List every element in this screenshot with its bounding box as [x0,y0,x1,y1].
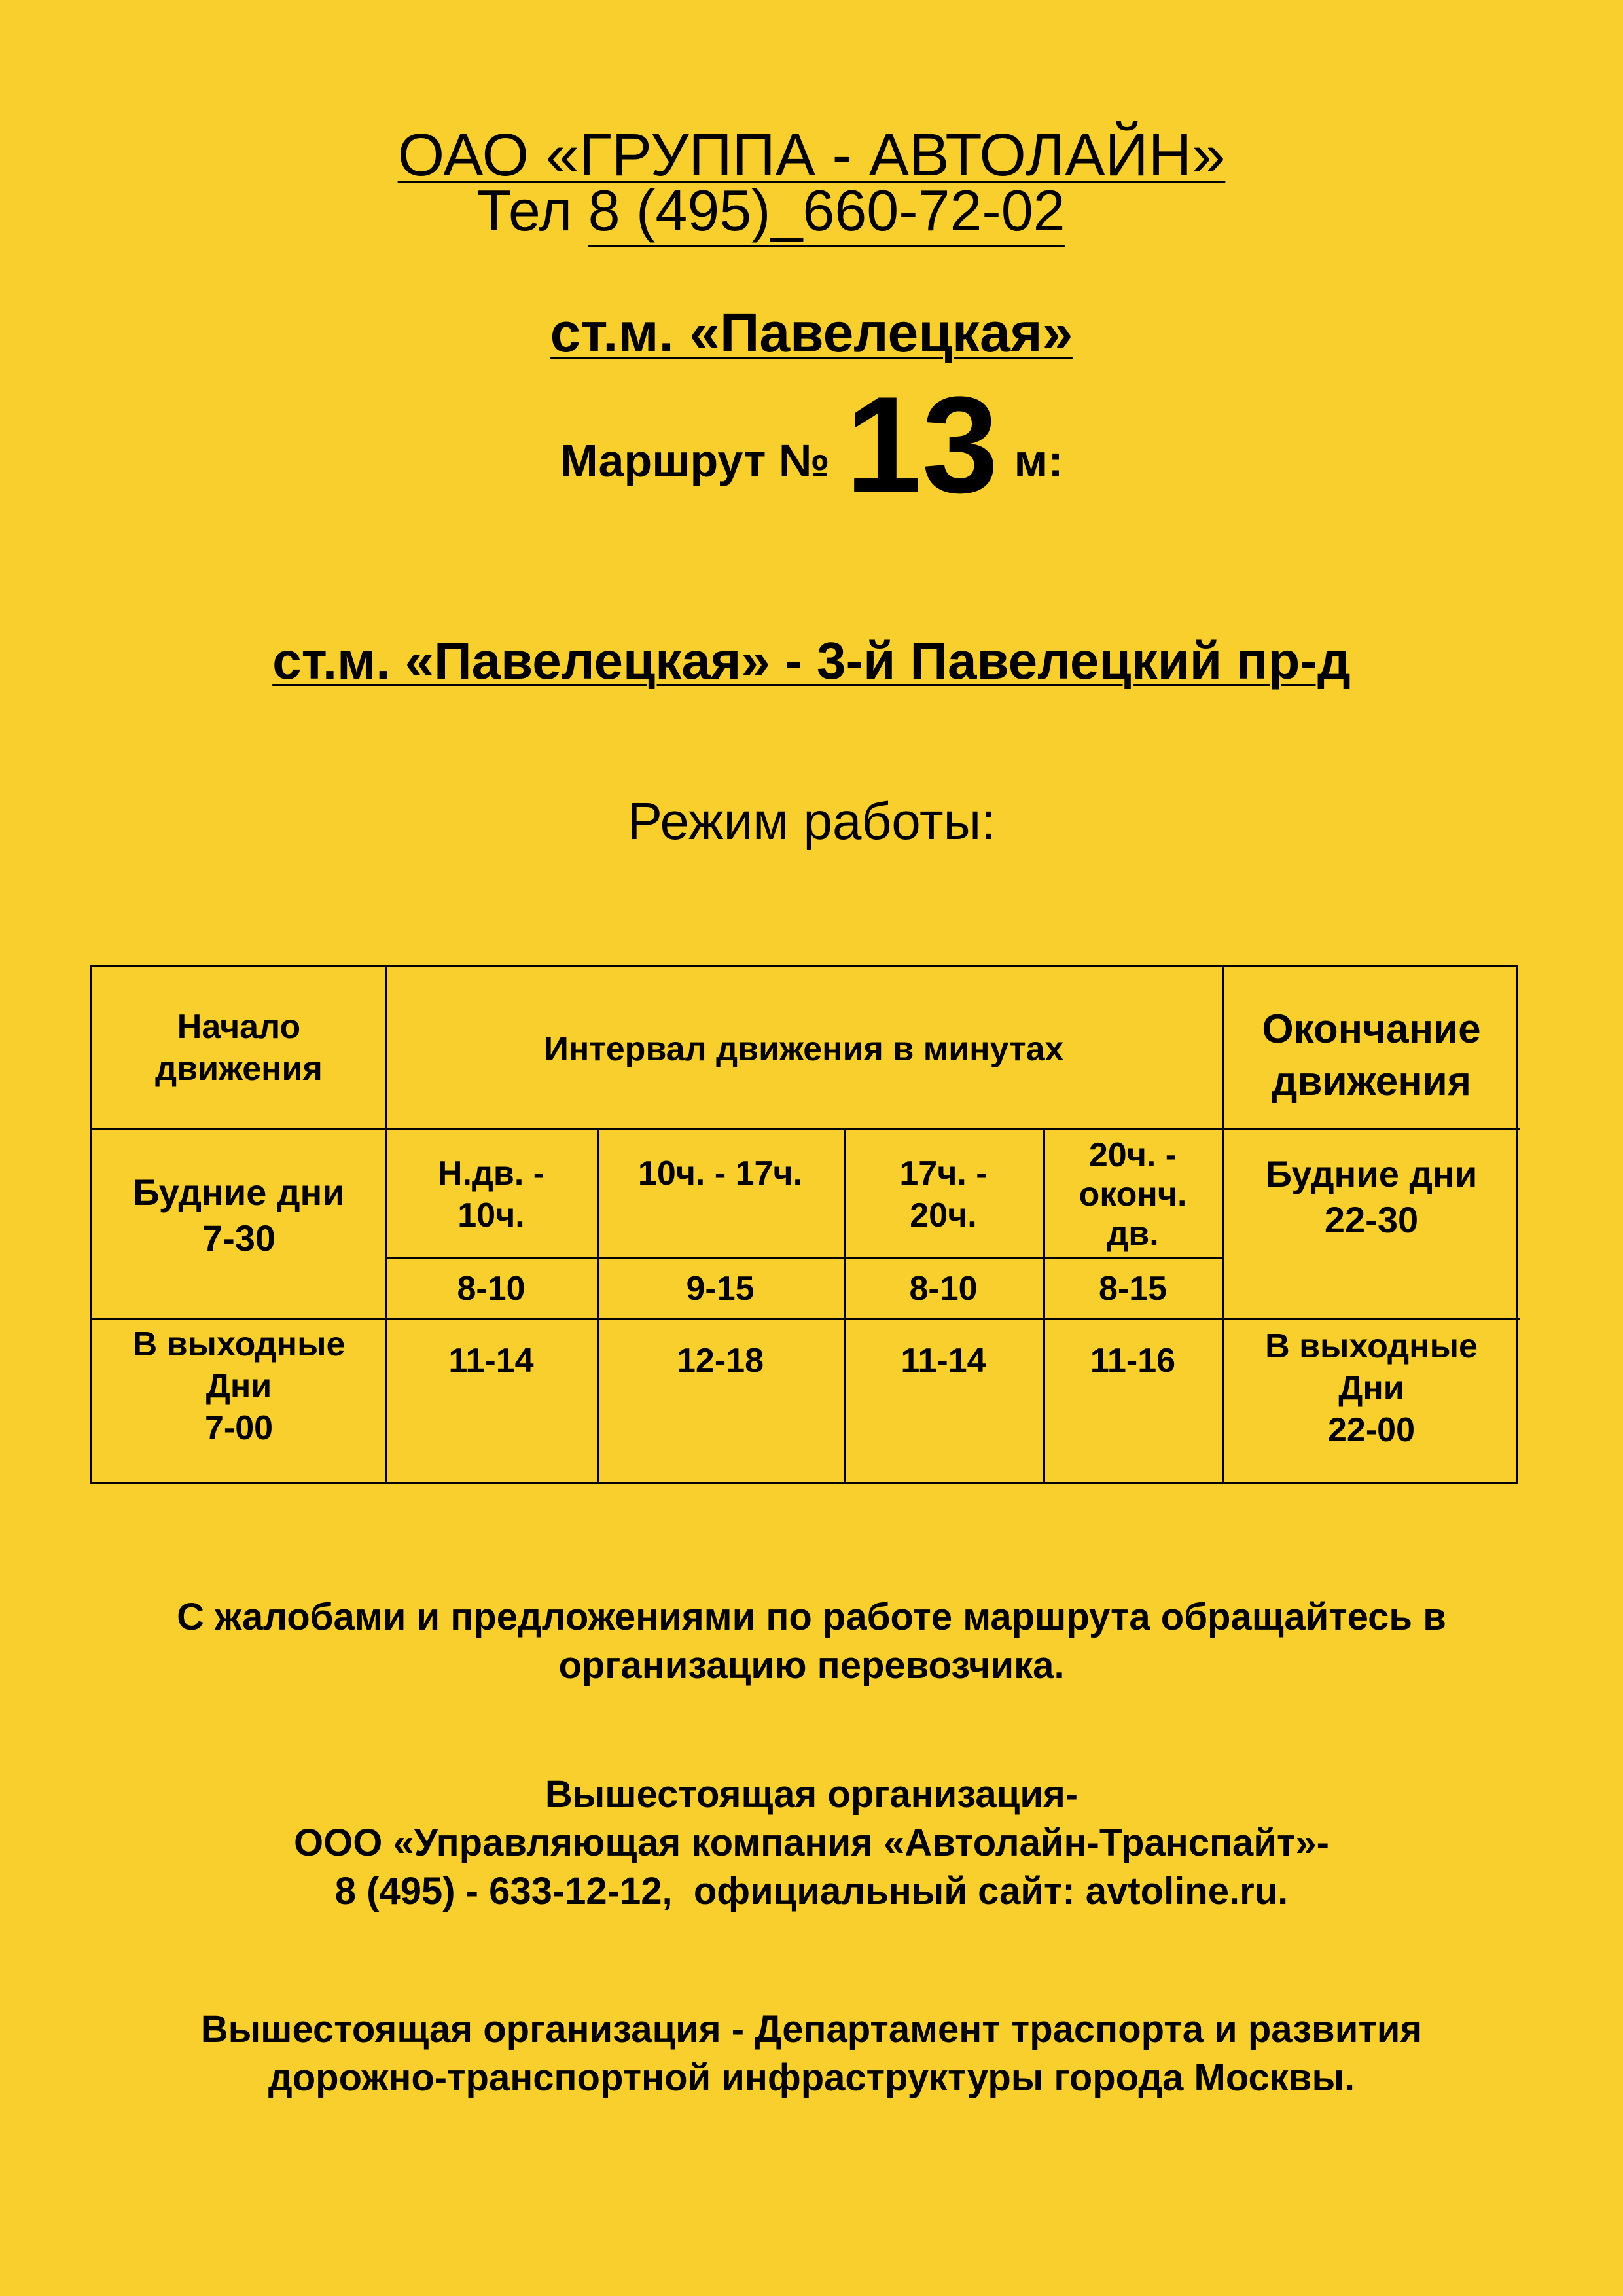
weekend-interval: 11-16 [1090,1342,1176,1380]
route-number: 13 [845,368,999,522]
weekday-interval: 8-15 [1098,1270,1168,1308]
interval-header: Интервал движения в минутах [544,1030,1064,1068]
period-label: Н.дв. - 10ч. [437,1155,545,1234]
weekday-interval: 9-15 [686,1270,755,1308]
weekday-interval: 8-10 [909,1270,978,1308]
end-header: Окончание движения [1262,1007,1481,1104]
phone-number: 8 (495)_660-72-02 [588,178,1065,243]
station-title: ст.м. «Павелецкая» [550,302,1073,363]
weekend-interval: 11-14 [448,1342,534,1380]
route-path: ст.м. «Павелецкая» - 3-й Павелецкий пр-д [272,632,1351,690]
route-suffix: м: [1014,435,1063,486]
weekday-start: Будние дни 7-30 [133,1172,345,1259]
phone-prefix: Тел [476,178,573,243]
route-label: Маршрут № [560,435,830,486]
weekday-end: Будние дни 22-30 [1265,1153,1478,1240]
weekday-interval: 8-10 [457,1270,526,1308]
period-label: 10ч. - 17ч. [637,1155,803,1193]
company-name: ОАО «ГРУППА - АВТОЛАЙН» [397,122,1226,188]
table-divider [92,1318,1520,1320]
weekend-interval: 11-14 [901,1342,986,1380]
period-label: 17ч. - 20ч. [899,1155,988,1234]
start-header: Начало движения [155,1008,323,1088]
complaints-note: С жалобами и предложениями по работе маршрута обращайтесь в организацию перевозчика. [177,1596,1446,1687]
weekend-start: В выходные Дни 7-00 [132,1325,346,1447]
table-divider [92,1128,1520,1130]
schedule-table [90,965,1518,1484]
parent-organization-note: Вышестоящая организация- ООО «Управляющая компания «Автолайн-Транспайт»- 8 (495) - 633-12-12, официальный сайт: avtoline.ru. [294,1773,1329,1912]
department-note: Вышестоящая организация - Департамент траспорта и развития дорожно-транспортной инфраструктуры города Москвы. [200,2008,1423,2099]
phone-line [476,178,1065,243]
weekend-end: В выходные Дни 22-00 [1265,1327,1478,1449]
weekend-interval: 12-18 [677,1342,764,1380]
table-divider [385,1257,1222,1259]
route-number-line [0,368,1623,522]
period-label: 20ч. - оконч. дв. [1079,1136,1187,1253]
mode-title: Режим работы: [627,792,996,850]
